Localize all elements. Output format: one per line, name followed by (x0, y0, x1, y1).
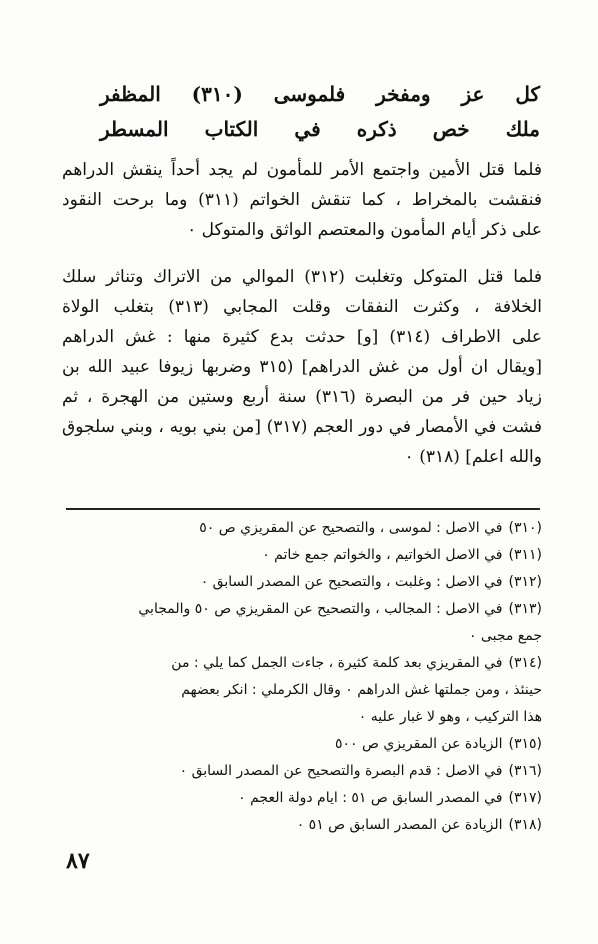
footnote-continuation: جمع مجبى ٠ (468, 628, 542, 644)
paragraph-line: على ذكر أيام المأمون والمعتصم الواثق والمتوكل ٠ (187, 220, 542, 240)
footnote-text: الزيادة عن المصدر السابق ص ٥١ ٠ (296, 817, 503, 833)
footnote (62, 515, 542, 542)
paragraph-line: [ويقال ان أول من غش الدراهم] (٣١٥ وضربها زيوفا عبيد الله بن (62, 357, 542, 377)
footnote-number: (٣١١) (508, 547, 542, 563)
footnote-continuation: هذا التركيب ، وهو لا غبار عليه ٠ (358, 709, 542, 725)
footnote-number: (٣١٢) (508, 574, 542, 590)
footnote-text: في المصدر السابق ص ٥١ : ايام دولة العجم ٠ (238, 790, 503, 806)
footnote (62, 596, 542, 623)
footnote-text: في الاصل : قدم البصرة والتصحيح عن المصدر السابق ٠ (179, 763, 503, 779)
footnote (62, 542, 542, 569)
footnote (62, 569, 542, 596)
paragraph-1 (62, 155, 542, 245)
footnote-text: الزيادة عن المقريزي ص ٥٠٠ (334, 736, 503, 752)
footnote (62, 731, 542, 758)
paragraph-line: الخلافة ، وكثرت النفقات وقلت المجابي (٣١٣) بتغلب الولاة (62, 297, 542, 317)
footnote-text: في الاصل الخواتيم ، والخواتم جمع خاتم ٠ (262, 547, 503, 563)
paragraph-line: فلما قتل الأمين واجتمع الأمر للمأمون لم يجد أحداً ينقش الدراهم (62, 160, 542, 180)
footnote (62, 758, 542, 785)
footnote (62, 650, 542, 677)
footnote-text: في الاصل : وغلبت ، والتصحيح عن المصدر السابق ٠ (200, 574, 503, 590)
paragraph-line: فشت في الأمصار في دور العجم (٣١٧) [من بني بويه ، وبني سلجوق (62, 417, 542, 437)
verse-line-1: كل عز ومفخر فلموسى (٣١٠) المظفر (100, 82, 541, 106)
paragraph-line: والله اعلم] (٣١٨) ٠ (404, 447, 542, 467)
footnote-number: (٣١٨) (508, 817, 542, 833)
footnote-continuation: حينئذ ، ومن جملتها غش الدراهم ٠ وقال الكرملي : انكر بعضهم (181, 682, 542, 698)
footnote-number: (٣١٠) (508, 520, 542, 536)
footnote-text: في المقريزي بعد كلمة كثيرة ، جاءت الجمل كما يلي : من (171, 655, 503, 671)
footnote-number: (٣١٣) (508, 601, 542, 617)
paragraph-line: فنقشت بالمخراط ، كما تنقش الخواتم (٣١١) وما برحت النقود (62, 190, 543, 210)
footnote (62, 785, 542, 812)
paragraph-2 (62, 262, 542, 472)
verse-line-2: ملك خص ذكره في الكتاب المسطر (100, 117, 540, 141)
footnote-number: (٣١٤) (508, 655, 542, 671)
footnote-divider (66, 508, 540, 510)
paragraph-line: فلما قتل المتوكل وتغلبت (٣١٢) الموالي من الاتراك وتناثر سلك (62, 267, 542, 287)
page-number: ٨٧ (66, 848, 90, 874)
paragraph-line: على الاطراف (٣١٤) [و] حدثت بدع كثيرة منها : غش الدراهم (62, 327, 542, 347)
footnote-number: (٣١٧) (508, 790, 542, 806)
footnote-text: في الاصل : المجالب ، والتصحيح عن المقريزي ص ٥٠ والمجابي (138, 601, 503, 617)
paragraph-line: زياد حين فر من البصرة (٣١٦) سنة أربع وستين من الهجرة ، ثم (62, 387, 542, 407)
footnote-number: (٣١٦) (508, 763, 542, 779)
footnote-number: (٣١٥) (508, 736, 542, 752)
footnote-text: في الاصل : لموسى ، والتصحيح عن المقريزي ص ٥٠ (199, 520, 503, 536)
footnote (62, 812, 542, 839)
footnotes (62, 515, 542, 839)
